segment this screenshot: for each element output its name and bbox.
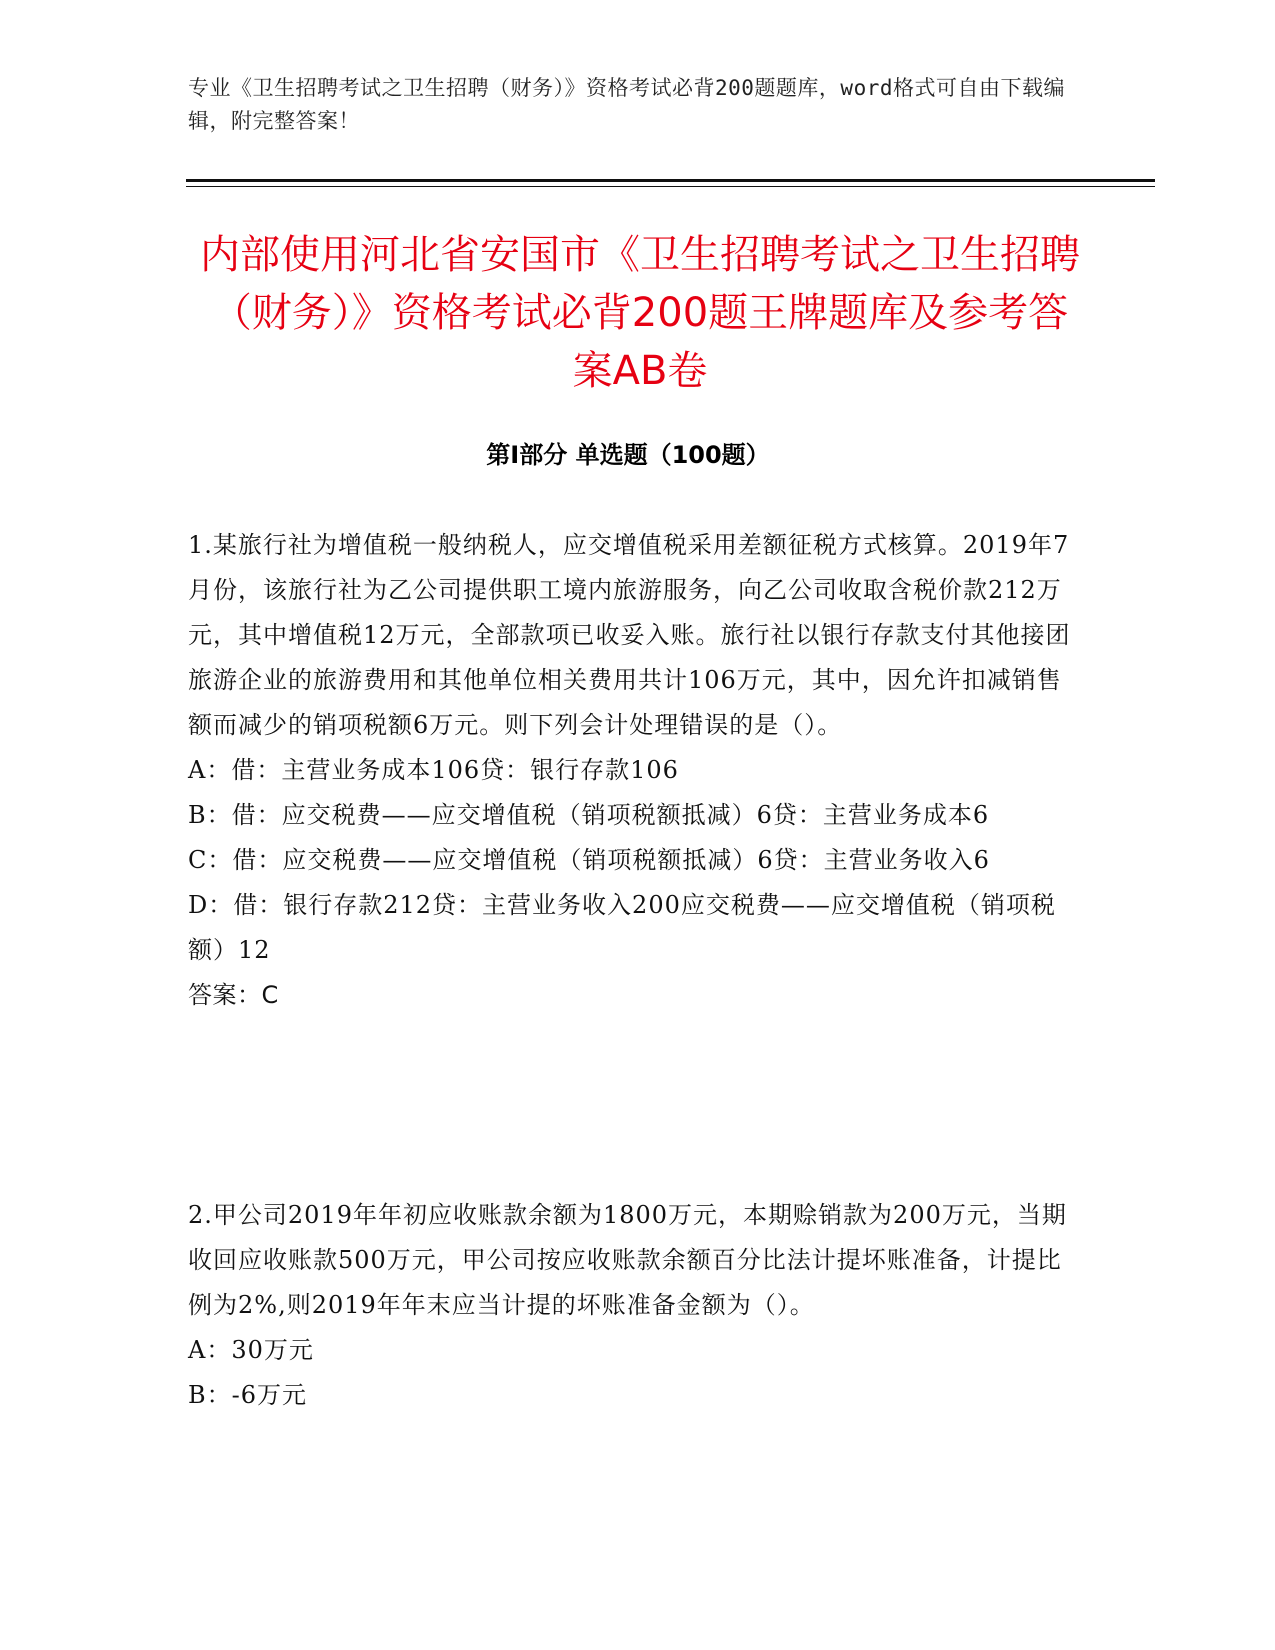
question-2 [188,1193,1073,1418]
answer-line [188,973,1073,1018]
answer-value: C [261,981,279,1009]
header-divider-thin [186,186,1155,187]
question-stem: 2.甲公司2019年年初应收账款余额为1800万元，本期赊销款为200万元，当期收回应收账款500万元，甲公司按应收账款余额百分比法计提坏账准备，计提比例为2%,则2019年年末应当计提的坏账准备金额为（）。 [188,1201,1067,1319]
document-title: 内部使用河北省安国市《卫生招聘考试之卫生招聘（财务）》资格考试必背200题王牌题库及参考答案AB卷 [200,232,1080,394]
question-stem: 1.某旅行社为增值税一般纳税人，应交增值税采用差额征税方式核算。2019年7月份，该旅行社为乙公司提供职工境内旅游服务，向乙公司收取含税价款212万元，其中增值税12万元，全部款项已收妥入账。旅行社以银行存款支付其他接团旅游企业的旅游费用和其他单位相关费用共计106万元，其中，因允许扣减销售额而减少的销项税额6万元。则下列会计处理错误的是（）。 [188,531,1071,739]
option-b: B：借：应交税费——应交增值税（销项税额抵减）6贷：主营业务成本6 [188,801,990,829]
question-1 [188,523,1073,1018]
answer-label: 答案： [188,981,262,1009]
header-note: 专业《卫生招聘考试之卫生招聘（财务）》资格考试必背200题题库，word格式可自由下载编辑，附完整答案！ [188,76,1065,133]
option-b: B：-6万元 [188,1381,308,1409]
option-a: A：借：主营业务成本106贷：银行存款106 [188,756,679,784]
section-heading: 第Ⅰ部分 单选题（100题） [486,441,770,469]
option-a: A：30万元 [188,1336,314,1364]
option-c: C：借：应交税费——应交增值税（销项税额抵减）6贷：主营业务收入6 [188,846,990,874]
option-d: D：借：银行存款212贷：主营业务收入200应交税费——应交增值税（销项税额）12 [188,891,1056,964]
header-divider-thick [186,179,1155,182]
